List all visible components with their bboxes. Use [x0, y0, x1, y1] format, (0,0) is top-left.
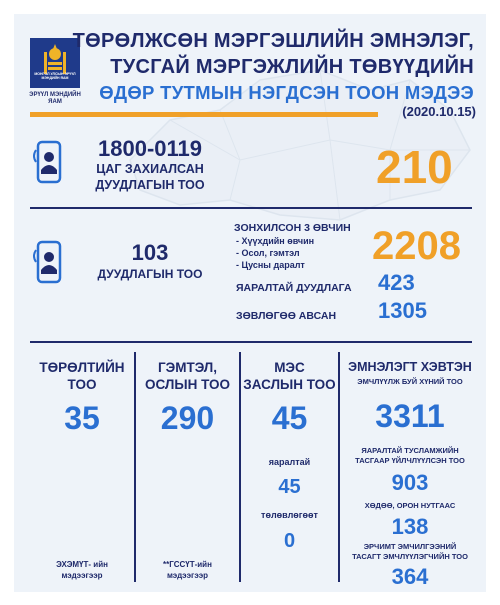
icu-value: 364 — [391, 564, 429, 589]
rural-label: ХӨДӨӨ, ОРОН НУТГААС — [364, 501, 456, 510]
emergency-value: 903 — [391, 470, 429, 495]
emergency-label-2: ТАСГААР ҮЙЛЧЛҮҮЛСЭН ТОО — [355, 456, 465, 465]
urgent-calls-value: 423 — [378, 270, 415, 295]
top-diseases-title: ЗОНХИЛСОН 3 ӨВЧИН — [234, 222, 351, 234]
surgery-title-1: МЭС — [274, 360, 305, 375]
appointment-calls-value: 210 — [376, 141, 453, 193]
births-title-2: ТОО — [67, 377, 97, 392]
advice-label: ЗӨВЛӨГӨӨ АВСАН — [236, 310, 337, 322]
injuries-source-1: **ГССҮТ-ийн — [163, 560, 212, 569]
icu-label-1: ЭРЧИМТ ЭМЧИЛГЭЭНИЙ — [363, 542, 457, 551]
inpatient-subtitle: ЭМЧЛҮҮЛЖ БУЙ ХҮНИЙ ТОО — [357, 377, 463, 386]
inpatient-title: ЭМНЭЛЭГТ ХЭВТЭН — [348, 360, 472, 374]
surgery-urgent-value: 45 — [278, 476, 301, 498]
title-line-2: ТУСГАЙ МЭРГЭЖЛИЙН ТӨВҮҮДИЙН — [110, 56, 474, 78]
section-divider-1 — [30, 207, 472, 209]
hotline-label-1: ЦАГ ЗАХИАЛСАН — [96, 162, 204, 176]
title-line-1: ТӨРӨЛЖСӨН МЭРГЭШЛИЙН ЭМНЭЛЭГ, — [72, 30, 474, 52]
hotline-label-2: ДУУДЛАГЫН ТОО — [95, 178, 205, 192]
births-title-1: ТӨРӨЛТИЙН — [39, 360, 125, 375]
surgery-planned-value: 0 — [283, 530, 296, 552]
advice-value: 1305 — [378, 298, 427, 323]
phone-operator-icon — [32, 140, 66, 184]
top-diseases-value: 2208 — [372, 224, 461, 268]
injuries-title-2: ОСЛЫН ТОО — [144, 377, 230, 392]
urgent-calls-label: ЯАРАЛТАЙ ДУУДЛАГА — [236, 282, 352, 294]
icu-label-2: ТАСАГТ ЭМЧЛҮҮЛЭГЧИЙН ТОО — [352, 552, 468, 561]
births-source-2: мэдээгээр — [61, 571, 103, 580]
section-divider-2 — [30, 341, 472, 343]
births-source-1: ЭХЭМҮТ- ийн — [56, 560, 108, 569]
emergency-label-1: ЯАРАЛТАЙ ТУСЛАМЖИЙН — [361, 446, 459, 455]
surgery-urgent-label: яаралтай — [268, 457, 311, 467]
disease-item-2: - Осол, гэмтэл — [236, 248, 300, 258]
orange-divider — [30, 112, 378, 117]
logo-caption: МОНГОЛ УЛСЫН ЭРҮҮЛ МЭНДИЙН ЯАМ — [34, 72, 76, 80]
surgery-title-2: ЗАСЛЫН ТОО — [243, 377, 336, 392]
calls-label: ДУУДЛАГЫН ТОО — [97, 267, 203, 281]
injuries-source-2: мэдээгээр — [166, 571, 209, 580]
hotline-number: 1800-0119 — [98, 136, 202, 161]
disease-item-3: - Цусны даралт — [236, 260, 305, 270]
injuries-title-1: ГЭМТЭЛ, — [157, 360, 218, 375]
disease-item-1: - Хүүхдийн өвчин — [236, 236, 315, 246]
injuries-value: 290 — [160, 400, 215, 436]
title-line-3: ӨДӨР ТУТМЫН НЭГДСЭН ТООН МЭДЭЭ — [99, 82, 474, 103]
inpatient-value: 3311 — [375, 398, 445, 434]
surgery-value: 45 — [271, 400, 308, 436]
rural-value: 138 — [391, 514, 429, 539]
phone-operator-icon-2 — [32, 240, 66, 284]
ministry-name: ЭРҮҮЛ МЭНДИЙН ЯАМ — [29, 92, 81, 105]
surgery-planned-label: төлөвлөгөөт — [261, 510, 318, 520]
births-value: 35 — [64, 400, 100, 436]
report-date: (2020.10.15) — [402, 104, 476, 119]
calls-number: 103 — [131, 240, 169, 265]
